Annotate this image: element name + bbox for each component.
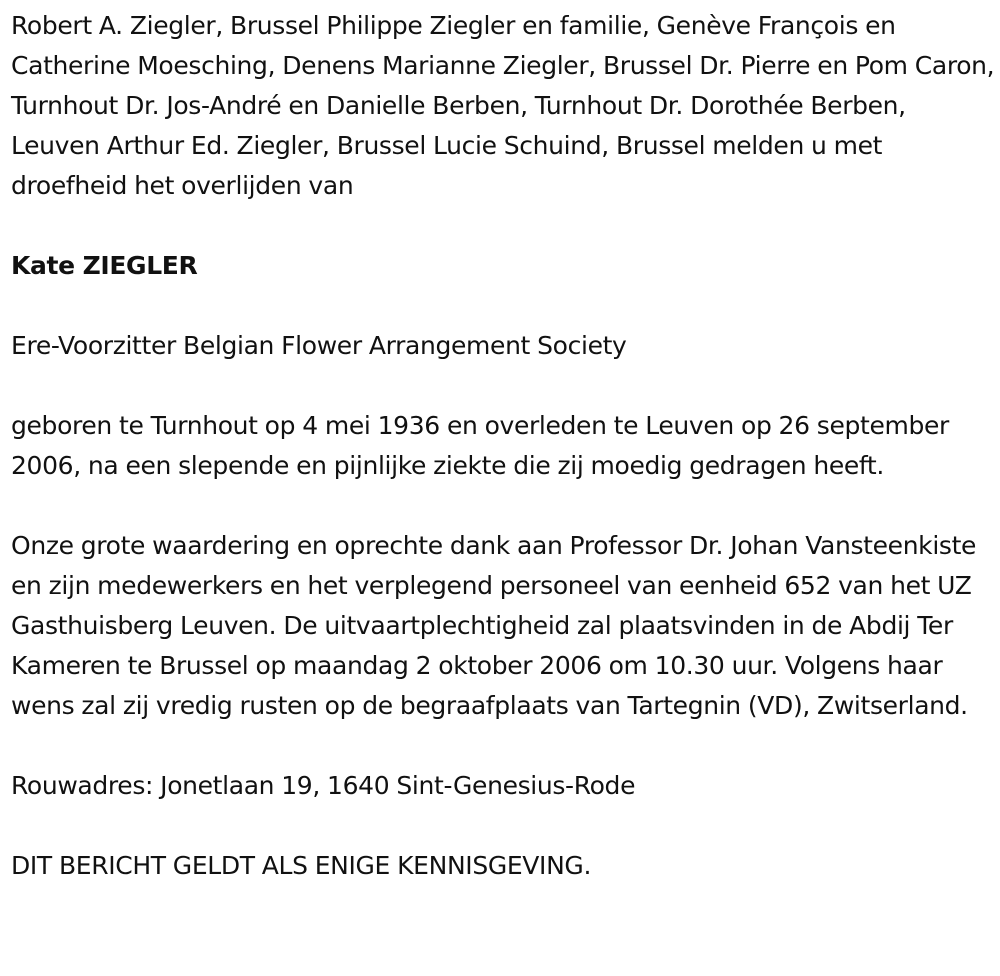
intro-paragraph: Robert A. Ziegler, Brussel Philippe Ziegler en familie, Genève François en Catherine Moesching, Denens Marianne Ziegler, Brussel Dr. Pierre en Pom Caron, Turnhout Dr. Jos-André en Danielle Berben, Turnhout Dr. Dorothée Berben, Leuven Arthur Ed. Ziegler, Brussel Lucie Schuind, Brussel melden u met droefheid het overlijden van <box>11 11 995 200</box>
thanks-funeral-paragraph: Onze grote waardering en oprechte dank aan Professor Dr. Johan Vansteenkiste en zijn medewerkers en het verplegend personeel van eenheid 652 van het UZ Gasthuisberg Leuven. De uitvaartplechtigheid zal plaatsvinden in de Abdij Ter Kameren te Brussel op maandag 2 oktober 2006 om 10.30 uur. Volgens haar wens zal zij vredig rusten op de begraafplaats van Tartegnin (VD), Zwitserland. <box>11 531 977 720</box>
mourning-address: Rouwadres: Jonetlaan 19, 1640 Sint-Genesius-Rode <box>11 771 636 800</box>
closing-statement: DIT BERICHT GELDT ALS ENIGE KENNISGEVING. <box>11 851 592 880</box>
deceased-name: Kate ZIEGLER <box>11 251 198 280</box>
birth-death-paragraph: geboren te Turnhout op 4 mei 1936 en overleden te Leuven op 26 september 2006, na een slepende en pijnlijke ziekte die zij moedig gedragen heeft. <box>11 411 949 480</box>
obituary-notice <box>11 6 996 886</box>
deceased-title: Ere-Voorzitter Belgian Flower Arrangement Society <box>11 331 627 360</box>
